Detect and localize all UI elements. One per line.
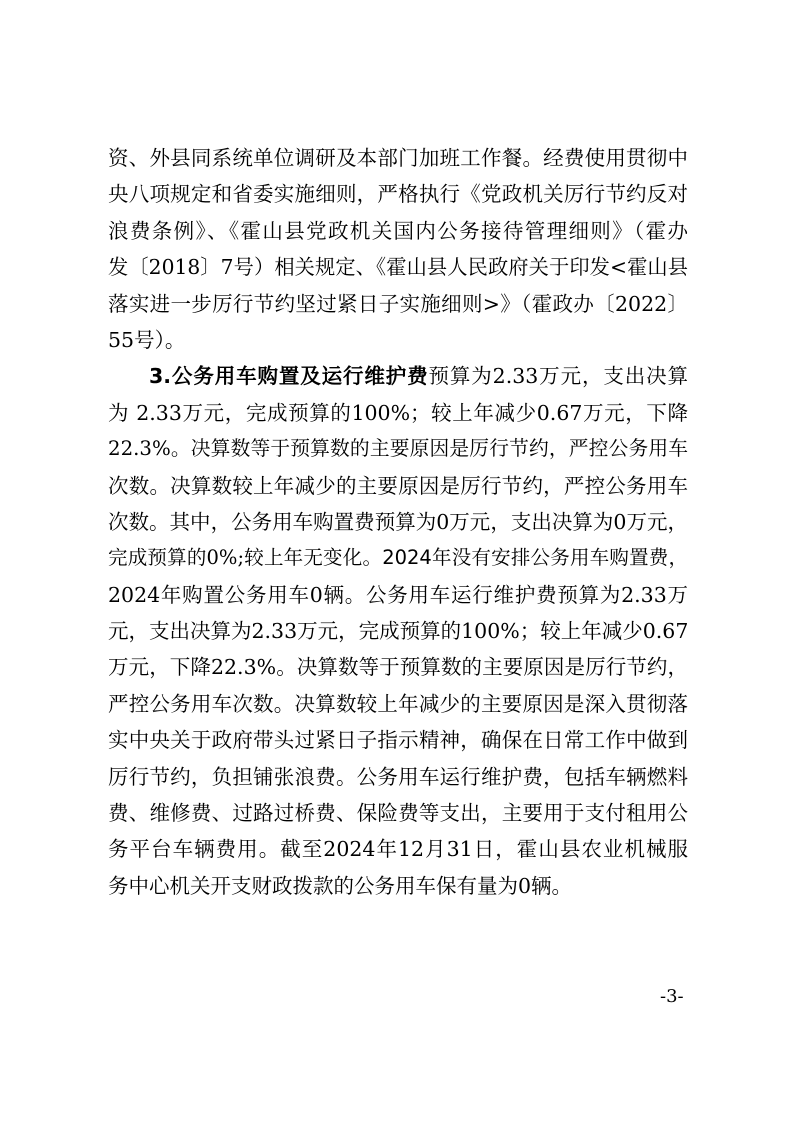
text-line: 22.3%。决算数等于预算数的主要原因是厉行节约，严控公务用车 [108, 437, 688, 461]
text-line: 资、外县同系统单位调研及本部门加班工作餐。经费使用贯彻中 [108, 146, 688, 170]
text-line: 落实进一步厉行节约坚过紧日子实施细则>》（霍政办〔2022〕 [108, 291, 688, 316]
text-line [108, 358, 688, 394]
text-line: 2024年购置公务用车0辆。公务用车运行维护费预算为2.33万 [108, 582, 688, 607]
section-heading: 3.公务用车购置及运行维护费 [149, 364, 429, 389]
paragraph-reception-expenses [108, 140, 688, 358]
text-line: 次数。决算数较上年减少的主要原因是厉行节约，严控公务用车 [108, 473, 688, 498]
page-number: -3- [660, 986, 684, 1007]
text-line: 元，支出决算为2.33万元，完成预算的100%；较上年减少0.67 [108, 619, 689, 644]
text-line [108, 540, 688, 576]
text-fragment: 2024年没有安排公务用车购置费， [382, 546, 688, 570]
text-fragment: 完成预算的0%;较上年无变化。 [108, 546, 383, 570]
text-line: 务中心机关开支财政拨款的公务用车保有量为0辆。 [108, 873, 573, 898]
text-line: 厉行节约，负担铺张浪费。公务用车运行维护费，包括车辆燃料 [108, 764, 688, 789]
text-line: 次数。其中，公务用车购置费预算为0万元，支出决算为0万元， [108, 509, 688, 534]
text-line: 央八项规定和省委实施细则，严格执行《党政机关厉行节约反对 [108, 182, 688, 207]
text-line: 为 2.33万元，完成预算的100%；较上年减少0.67万元，下降 [108, 400, 688, 425]
text-fragment: 预算为2.33万元，支出决算 [428, 364, 688, 389]
text-line: 实中央关于政府带头过紧日子指示精神，确保在日常工作中做到 [108, 728, 688, 753]
text-line: 浪费条例》、《霍山县党政机关国内公务接待管理细则》（霍办 [108, 218, 688, 243]
text-line: 55号）。 [108, 327, 186, 352]
text-line: 严控公务用车次数。决算数较上年减少的主要原因是深入贯彻落 [108, 691, 688, 716]
document-body [108, 140, 688, 904]
text-line: 万元，下降22.3%。决算数等于预算数的主要原因是厉行节约， [108, 655, 688, 680]
text-line: 费、维修费、过路过桥费、保险费等支出，主要用于支付租用公 [108, 801, 688, 826]
text-line: 务平台车辆费用。截至2024年12月31日，霍山县农业机械服 [108, 837, 688, 862]
text-line: 发〔2018〕7号）相关规定、《霍山县人民政府关于印发<霍山县 [108, 255, 688, 280]
paragraph-vehicle-expenses [108, 358, 688, 904]
